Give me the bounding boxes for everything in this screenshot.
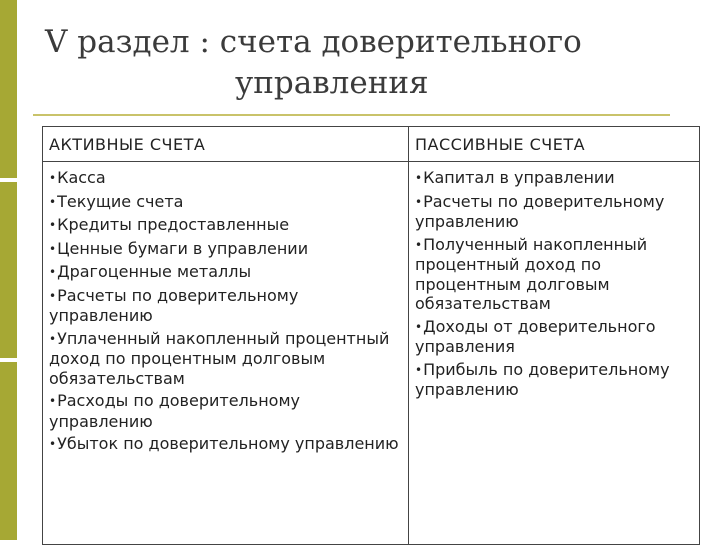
list-item bbox=[49, 239, 402, 260]
list-item bbox=[49, 286, 402, 326]
list-item bbox=[49, 329, 402, 389]
list-item bbox=[49, 192, 402, 213]
active-accounts-cell bbox=[43, 162, 409, 545]
bullet-icon: • bbox=[415, 194, 423, 209]
bullet-icon: • bbox=[415, 319, 423, 334]
bullet-icon: • bbox=[49, 241, 57, 256]
list-item bbox=[415, 168, 693, 189]
page-title bbox=[45, 22, 665, 104]
list-item-text: Доходы от доверительного управления bbox=[415, 316, 656, 356]
list-item-text: Кредиты предоставленные bbox=[57, 215, 290, 234]
bullet-icon: • bbox=[415, 362, 423, 377]
list-item-text: Касса bbox=[57, 168, 106, 187]
bullet-icon: • bbox=[49, 394, 57, 408]
list-item bbox=[415, 235, 693, 314]
active-accounts-list bbox=[49, 168, 402, 455]
bullet-icon: • bbox=[49, 288, 57, 303]
bullet-icon: • bbox=[415, 171, 423, 185]
title-line-2: управления bbox=[235, 65, 429, 101]
list-item bbox=[49, 262, 402, 283]
list-item bbox=[49, 391, 402, 431]
list-item-text: Убыток по доверительному управлению bbox=[57, 434, 399, 453]
header-active-accounts: АКТИВНЫЕ СЧЕТА bbox=[43, 127, 409, 162]
sidebar-divider bbox=[0, 178, 17, 182]
list-item bbox=[49, 168, 402, 189]
list-item bbox=[415, 360, 693, 400]
bullet-icon: • bbox=[49, 194, 57, 209]
title-underline bbox=[33, 114, 670, 116]
table-row bbox=[43, 162, 700, 545]
list-item bbox=[49, 434, 402, 455]
bullet-icon: • bbox=[49, 171, 57, 185]
bullet-icon: • bbox=[49, 265, 57, 279]
list-item-text: Драгоценные металлы bbox=[57, 262, 252, 281]
list-item bbox=[415, 317, 693, 357]
bullet-icon: • bbox=[49, 331, 57, 346]
list-item-text: Полученный накопленный процентный доход по процентным долговым обязательствам bbox=[415, 234, 648, 313]
list-item-text: Расчеты по доверительному управлению bbox=[415, 191, 665, 231]
list-item-text: Капитал в управлении bbox=[423, 168, 615, 187]
list-item-text: Расчеты по доверительному управлению bbox=[49, 285, 299, 325]
table-header-row bbox=[43, 127, 700, 162]
list-item-text: Уплаченный накопленный процентный доход по процентным долговым обязательствам bbox=[49, 328, 390, 388]
header-passive-accounts: ПАССИВНЫЕ СЧЕТА bbox=[409, 127, 700, 162]
list-item-text: Расходы по доверительному управлению bbox=[49, 391, 300, 431]
passive-accounts-cell bbox=[409, 162, 700, 545]
list-item bbox=[415, 192, 693, 232]
passive-accounts-list bbox=[415, 168, 693, 400]
bullet-icon: • bbox=[49, 437, 57, 451]
sidebar-divider bbox=[0, 358, 17, 362]
title-line-1: V раздел : счета доверительного bbox=[45, 24, 582, 60]
list-item-text: Ценные бумаги в управлении bbox=[57, 238, 309, 258]
bullet-icon: • bbox=[415, 237, 423, 252]
list-item-text: Прибыль по доверительному управлению bbox=[415, 359, 670, 399]
accounts-table bbox=[42, 126, 700, 545]
bullet-icon: • bbox=[49, 218, 57, 232]
sidebar-accent-bar bbox=[0, 0, 17, 540]
list-item bbox=[49, 215, 402, 236]
list-item-text: Текущие счета bbox=[57, 191, 184, 211]
